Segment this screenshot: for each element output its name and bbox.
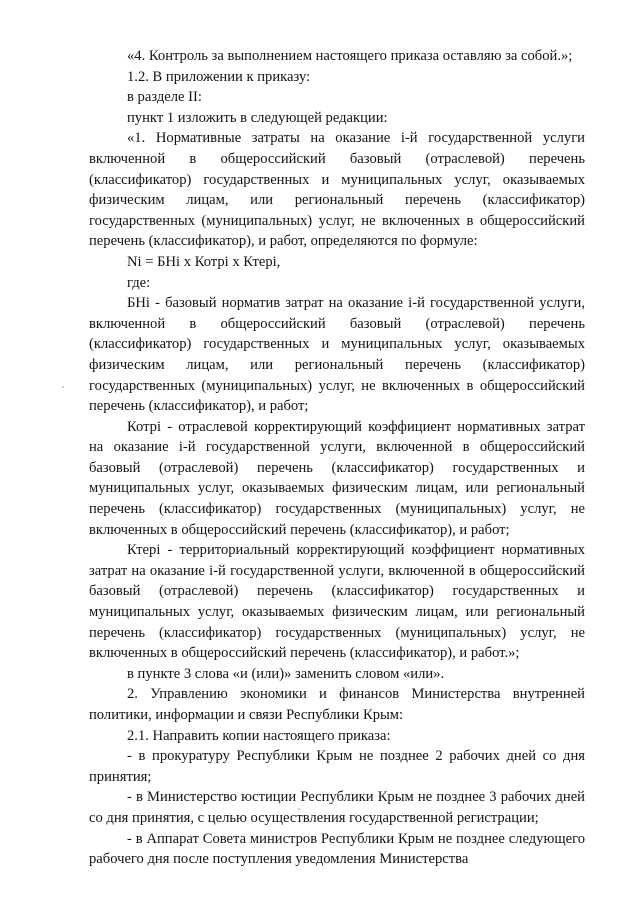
paragraph-item-2-1: 2.1. Направить копии настоящего приказа: (127, 727, 391, 744)
definition-kotri: Котрi - отраслевой корректирующий коэффициент нормативных затрат на оказание i-й государственной услуги, включенной в общероссийский базовый (отраслевой) перечень (классификатор) государственных и муниципальных услуг, оказываемых физическим лицам, или региональный перечень (классификатор) государственных (муниципальных) услуг, не включенных в общероссийский перечень (классификатор), и работ; (89, 418, 585, 538)
paragraph-section-ii: в разделе II: (127, 89, 202, 106)
scan-speck (62, 386, 64, 388)
definition-kteri: Ктерi - территориальный корректирующий коэффициент нормативных затрат на оказание i-й государственной услуги, включенной в общероссийский базовый (отраслевой) перечень (классификатор) государственных и муниципальных услуг, оказываемых физическим лицам, или региональный перечень (классификатор) государственных (муниципальных) услуг, не включенных в общероссийский перечень (классификатор), и работ.»; (89, 542, 585, 662)
document-page (89, 46, 585, 870)
paragraph-point-3-change: в пункте 3 слова «и (или)» заменить словом «или». (127, 665, 445, 682)
list-item-council-apparatus: - в Аппарат Совета министров Республики Крым не позднее следующего рабочего дня после поступления уведомления Министерства (89, 830, 585, 868)
paragraph-point-1-intro: пункт 1 изложить в следующей редакции: (127, 109, 388, 126)
definition-bni: БНi - базовый норматив затрат на оказание i-й государственной услуги, включенной в общероссийский базовый (отраслевой) перечень (классификатор) государственных и муниципальных услуг, оказываемых физическим лицам, или региональный перечень (классификатор) государственных (муниципальных) услуг, не включенных в общероссийский перечень (классификатор), и работ; (89, 295, 585, 415)
list-item-ministry-justice: - в Министерство юстиции Республики Крым не позднее 3 рабочих дней со дня принятия, с целью осуществления государственной регистрации; (89, 789, 585, 826)
paragraph-normative-costs: «1. Нормативные затраты на оказание i-й государственной услуги включенной в общероссийский базовый (отраслевой) перечень (классификатор) государственных и муниципальных услуг, оказываемых физическим лицам, или региональный перечень (классификатор) государственных (муниципальных) услуг, не включенных в общероссийский перечень (классификатор), и работ, определяются по формуле: (89, 130, 585, 250)
scan-speck (298, 808, 300, 810)
paragraph-item-2: 2. Управлению экономики и финансов Министерства внутренней политики, информации и связи Республики Крым: (89, 686, 585, 723)
paragraph-where: где: (127, 274, 151, 291)
formula: Ni = БНi x Котрi x Ктерi, (127, 253, 281, 270)
paragraph-closing-clause: «4. Контроль за выполнением настоящего приказа оставляю за собой.»; (127, 48, 573, 64)
paragraph-item-1-2: 1.2. В приложении к приказу: (127, 68, 311, 85)
list-item-prosecutor: - в прокуратуру Республики Крым не позднее 2 рабочих дней со дня принятия; (89, 748, 585, 785)
